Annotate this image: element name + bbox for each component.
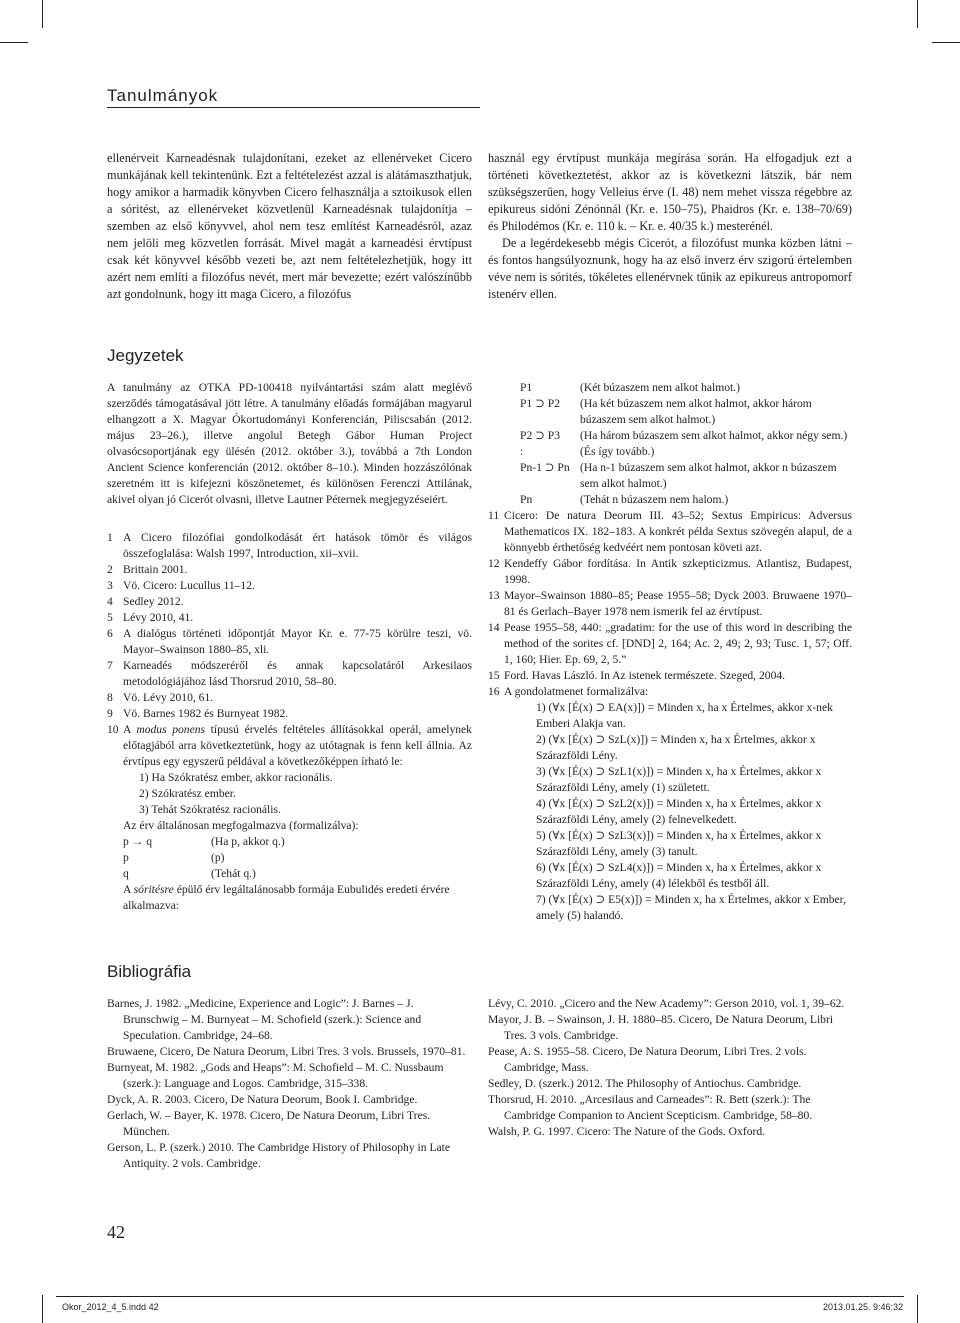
bibliography-entry: Gerson, L. P. (szerk.) 2010. The Cambridge History of Philosophy in Late Antiquity. 2 vols. Cambridge. [107,1141,451,1170]
logic-row [520,492,852,508]
logic-formula: P2 ⊃ P3 [520,429,561,442]
note-example-line: 3) Tehát Szókratész racionális. [139,803,281,816]
note-text: Sedley 2012. [123,595,184,608]
note-item [107,690,472,706]
note-item [107,722,472,770]
note-number: 6 [107,627,113,640]
note-item [488,508,852,556]
note-formal-list [488,700,852,924]
bibliography-entry: Lévy, C. 2010. „Cicero and the New Academy”: Gerson 2010, vol. 1, 39–62. [488,997,845,1010]
logic-formula: Pn-1 ⊃ Pn [520,461,570,474]
logic-table [107,834,472,882]
bibliography-entry: Bruwaene, Cicero, De Natura Deorum, Libri Tres. 3 vols. Brussels, 1970–81. [107,1045,466,1058]
logic-gloss: (Tehát n búzaszem nem halom.) [580,493,729,506]
bibliography-entry: Walsh, P. G. 1997. Cicero: The Nature of the Gods. Oxford. [488,1125,766,1138]
note-text: Kendeffy Gábor fordítása. In Antik szkepticizmus. Atlantisz, Budapest, 1998. [504,557,852,586]
crop-mark [917,0,918,28]
note-formal-line: 5) (∀x [É(x) ⊃ SzL3(x)]) = Minden x, ha x Értelmes, akkor x Szárazföldi Lény, amely (3) tanult. [536,829,822,858]
body-paragraph: De a legérdekesebb mégis Cicerót, a filozófust munka közben látni – és fontos hangsúlyoznunk, hogy ha az első inverz érv szigorú értelemben véve nem is sórités, tökéletes ellenérvnek tűnik az epikureus antropomorf istenérv ellen. [488,236,852,301]
note-item [107,578,472,594]
logic-row [520,444,852,460]
note-formal-line: 3) (∀x [É(x) ⊃ SzL1(x)]) = Minden x, ha x Értelmes, akkor x Szárazföldi Lény, amely (1) született. [536,765,822,794]
note-text: Karneadés módszeréről és annak kapcsolatáról Arkesilaos metodológiájához lásd Thorsrud 2010, 58–80. [123,659,472,688]
note-text: Vö. Cicero: Lucullus 11–12. [123,579,255,592]
notes-right-column [488,380,852,924]
note-item [107,610,472,626]
note-text: Az érv általánosan megfogalmazva (formalizálva): [123,819,359,832]
logic-formula: p → q [123,835,152,848]
note-text: A sóritésre épülő érv legáltalánosabb formája Eubulidés eredeti érvére alkalmazva: [123,883,450,912]
note-number: 12 [488,557,500,570]
note-formal-line: 7) (∀x [É(x) ⊃ E5(x)]) = Minden x, ha x Értelmes, akkor x Ember, amely (5) halandó. [536,893,846,922]
sorites-table [488,380,852,508]
note-text: A dialógus történeti időpontját Mayor Kr. e. 77-75 körülre teszi, vö. Mayor–Swainson 1880–85, xli. [123,627,472,656]
logic-formula: p [123,851,129,864]
note-item [488,556,852,588]
logic-gloss: (Ha két búzaszem nem alkot halmot, akkor három búzaszem sem alkot halmot.) [580,397,812,426]
crop-mark [42,1295,43,1323]
crop-mark [932,42,960,43]
note-number: 4 [107,595,113,608]
crop-mark [42,0,43,28]
note-number: 7 [107,659,113,672]
bibliography-left-column [107,996,472,1172]
note-example-line: 1) Ha Szókratész ember, akkor racionális. [139,771,333,784]
bibliography-heading: Bibliográfia [107,962,192,981]
footer-rule [56,1296,904,1297]
note-item [107,626,472,658]
bibliography-entry: Sedley, D. (szerk.) 2012. The Philosophy of Antiochus. Cambridge. [488,1077,802,1090]
logic-row [123,834,472,850]
note-text: Lévy 2010, 41. [123,611,194,624]
bibliography-entry: Mayor, J. B. – Swainson, J. H. 1880–85. Cicero, De Natura Deorum, Libri Tres. 3 vols. Cambridge. [488,1013,834,1042]
logic-row [123,850,472,866]
logic-gloss: (És így tovább.) [580,445,655,458]
note-formal-line: 4) (∀x [É(x) ⊃ SzL2(x)]) = Minden x, ha x Értelmes, akkor x Szárazföldi Lény, amely (2) felnevelkedett. [536,797,822,826]
note-item [488,588,852,620]
note-example-list [107,770,472,818]
note-formal-line: 2) (∀x [É(x) ⊃ SzL(x)]) = Minden x, ha x Értelmes, akkor x Szárazföldi Lény. [536,733,816,762]
note-number: 13 [488,589,500,602]
note-text: Cicero: De natura Deorum III. 43–52; Sextus Empiricus: Adversus Mathematicos IX. 182–183. A konkrét példa Sextus szövegén alapul, de a könnyebb érthetőség kedvéért nem pontosan követi azt. [504,509,852,554]
crop-mark [0,42,28,43]
note-number: 10 [107,723,119,736]
note-formal-line: 1) (∀x [É(x) ⊃ EA(x)]) = Minden x, ha x Értelmes, akkor x-nek Emberi Alakja van. [536,701,833,730]
note-text: Vö. Lévy 2010, 61. [123,691,214,704]
logic-formula: P1 ⊃ P2 [520,397,561,410]
logic-gloss: (Tehát q.) [211,867,256,880]
logic-formula: P1 [520,381,533,394]
note-number: 1 [107,531,113,544]
note-text: Mayor–Swainson 1880–85; Pease 1955–58; Dyck 2003. Bruwaene 1970–81 és Gerlach–Bayer 1978 nem ismerik fel az érvtípust. [504,589,852,618]
logic-gloss: (Két búzaszem nem alkot halmot.) [580,381,741,394]
logic-row [123,866,472,882]
note-item [107,562,472,578]
note-item [488,668,852,684]
notes-intro: A tanulmány az OTKA PD-100418 nyilvántartási szám alatt meglévő szerződés támogatásával jött létre. A tanulmány előadás formájában magyarul elhangzott a X. Magyar Ókortudományi Konferencián, Piliscsabán (2012. május 23–26.), illetve angolul Betegh Gábor Human Project olvasócsoportjának egy ülésén (2012. október 3.), továbbá a 7th London Ancient Science konferencián (2012. október 8–10.). Minden hozzászólónak szeretném itt is kifejezni köszönetemet, és különösen Ferenczi Attilának, akivel olyan jó Cicerót olvasni, illetve Lautner Péternek megjegyzéseiért. [107,381,472,506]
logic-gloss: (Ha n-1 búzaszem sem alkot halmot, akkor n búzaszem sem alkot halmot.) [580,461,837,490]
bibliography-entry: Barnes, J. 1982. „Medicine, Experience and Logic”: J. Barnes – J. Brunschwig – M. Burnyeat – M. Schofield (szerk.): Science and Speculation. Cambridge, 24–68. [107,997,422,1042]
note-formal-line: 6) (∀x [É(x) ⊃ SzL4(x)]) = Minden x, ha x Értelmes, akkor x Szárazföldi Lény, amely (4) lélekből és testből áll. [536,861,822,890]
note-number: 11 [488,509,500,522]
footer-file: Okor_2012_4_5.indd 42 [62,1302,159,1312]
logic-formula: q [123,867,129,880]
note-text: Ford. Havas László. In Az istenek természete. Szeged, 2004. [504,669,786,682]
bibliography-right-column [488,996,852,1140]
note-number: 5 [107,611,113,624]
note-text: Vö. Barnes 1982 és Burnyeat 1982. [123,707,289,720]
logic-row [520,460,852,492]
body-left-column [107,150,472,303]
body-right-column [488,150,852,303]
note-item [488,684,852,700]
crop-mark [917,1295,918,1323]
note-item [107,530,472,562]
note-item [107,658,472,690]
bibliography-entry: Dyck, A. R. 2003. Cicero, De Natura Deorum, Book I. Cambridge. [107,1093,418,1106]
running-header: Tanulmányok [107,86,480,108]
bibliography-list [107,996,472,1172]
logic-row [520,396,852,428]
note-text: Pease 1955–58, 440: „gradatim: for the use of this word in describing the method of the sorites cf. [DND] 2, 164; Ac. 2, 49; 2, 93; Tusc. 1, 57; Off. 1, 160; Hier. Ep. 69, 2, 5.” [504,621,852,666]
logic-formula: Pn [520,493,533,506]
note-number: 9 [107,707,113,720]
bibliography-entry: Gerlach, W. – Bayer, K. 1978. Cicero, De Natura Deorum, Libri Tres. München. [107,1109,431,1138]
note-number: 2 [107,563,113,576]
note-text: A Cicero filozófiai gondolkodását ért hatások tömör és világos összefoglalása: Walsh 1997, Introduction, xii–xvii. [123,531,472,560]
note-text: Brittain 2001. [123,563,188,576]
notes-left-column [107,380,472,914]
note-text: A modus ponens típusú érvelés feltételes állításokkal operál, amelynek előtagjából arra következtetünk, hogy az utótagnak is fenn kell állnia. Az érvtípus egy egyszerű példával a következőképpen írható le: [123,723,472,768]
note-number: 8 [107,691,113,704]
bibliography-entry: Burnyeat, M. 1982. „Gods and Heaps”: M. Schofield – M. C. Nussbaum (szerk.): Language and Logos. Cambridge, 315–338. [107,1061,444,1090]
logic-gloss: (Ha három búzaszem sem alkot halmot, akkor négy sem.) [580,429,848,442]
notes-list [107,530,472,722]
notes-heading: Jegyzetek [107,346,184,365]
note-example-line: 2) Szókratész ember. [139,787,236,800]
logic-gloss: (Ha p, akkor q.) [211,835,285,848]
note-item [488,620,852,668]
notes-list [488,508,852,700]
footer-date: 2013.01.25. 9:46:32 [823,1302,904,1312]
note-text: A gondolatmenet formalizálva: [504,685,649,698]
page-number: 42 [107,1222,125,1242]
logic-gloss: (p) [211,851,225,864]
logic-row [520,380,852,396]
note-number: 16 [488,685,500,698]
note-item [107,706,472,722]
note-item [107,594,472,610]
logic-row [520,428,852,444]
bibliography-list [488,996,852,1140]
logic-formula: : [520,445,524,458]
note-number: 14 [488,621,500,634]
note-number: 3 [107,579,113,592]
body-paragraph: használ egy érvtípust munkája megírása során. Ha elfogadjuk ezt a történeti következtetést, akkor az is következni látszik, bár nem szükségszerűen, hogy Velleius érve (I. 48) nem mehet vissza régebbre az epikureus sidóni Zénónnál (Kr. e. 150–75), Phaidros (Kr. e. 138–70/69) és Philodémos (Kr. e. 110 k. – Kr. e. 40/35 k.) mesterénél. [488,151,852,233]
bibliography-entry: Pease, A. S. 1955–58. Cicero, De Natura Deorum, Libri Tres. 2 vols. Cambridge, Mass. [488,1045,807,1074]
note-number: 15 [488,669,500,682]
bibliography-entry: Thorsrud, H. 2010. „Arcesilaus and Carneades”: R. Bett (szerk.): The Cambridge Companion to Ancient Scepticism. Cambridge, 58–80. [488,1093,813,1122]
body-paragraph: ellenérveit Karneadésnak tulajdonítani, ezeket az ellenérveket Cicero munkájának kell tekintenünk. Ezt a feltételezést azzal is alátámaszthatjuk, hogy amikor a harmadik könyvben Cicero felhasználja a sztoikusok ellen a sóritést, az ellenérveket közvetlenül Karneadésnak tulajdonítja – szemben az első könyvvel, ahol nem tesz említést Karneadésról, azaz nem jelöli meg közvetlen forrását. Mivel magát a karneadési érvtípust csak két könyvvel később vezeti be, azt nem feltételezhetjük, hogy itt azért nem említi a filozófus nevét, mert már bevezette; ezért valószínűbb azt gondolnunk, hogy itt maga Cicero, a filozófus [107,151,472,301]
